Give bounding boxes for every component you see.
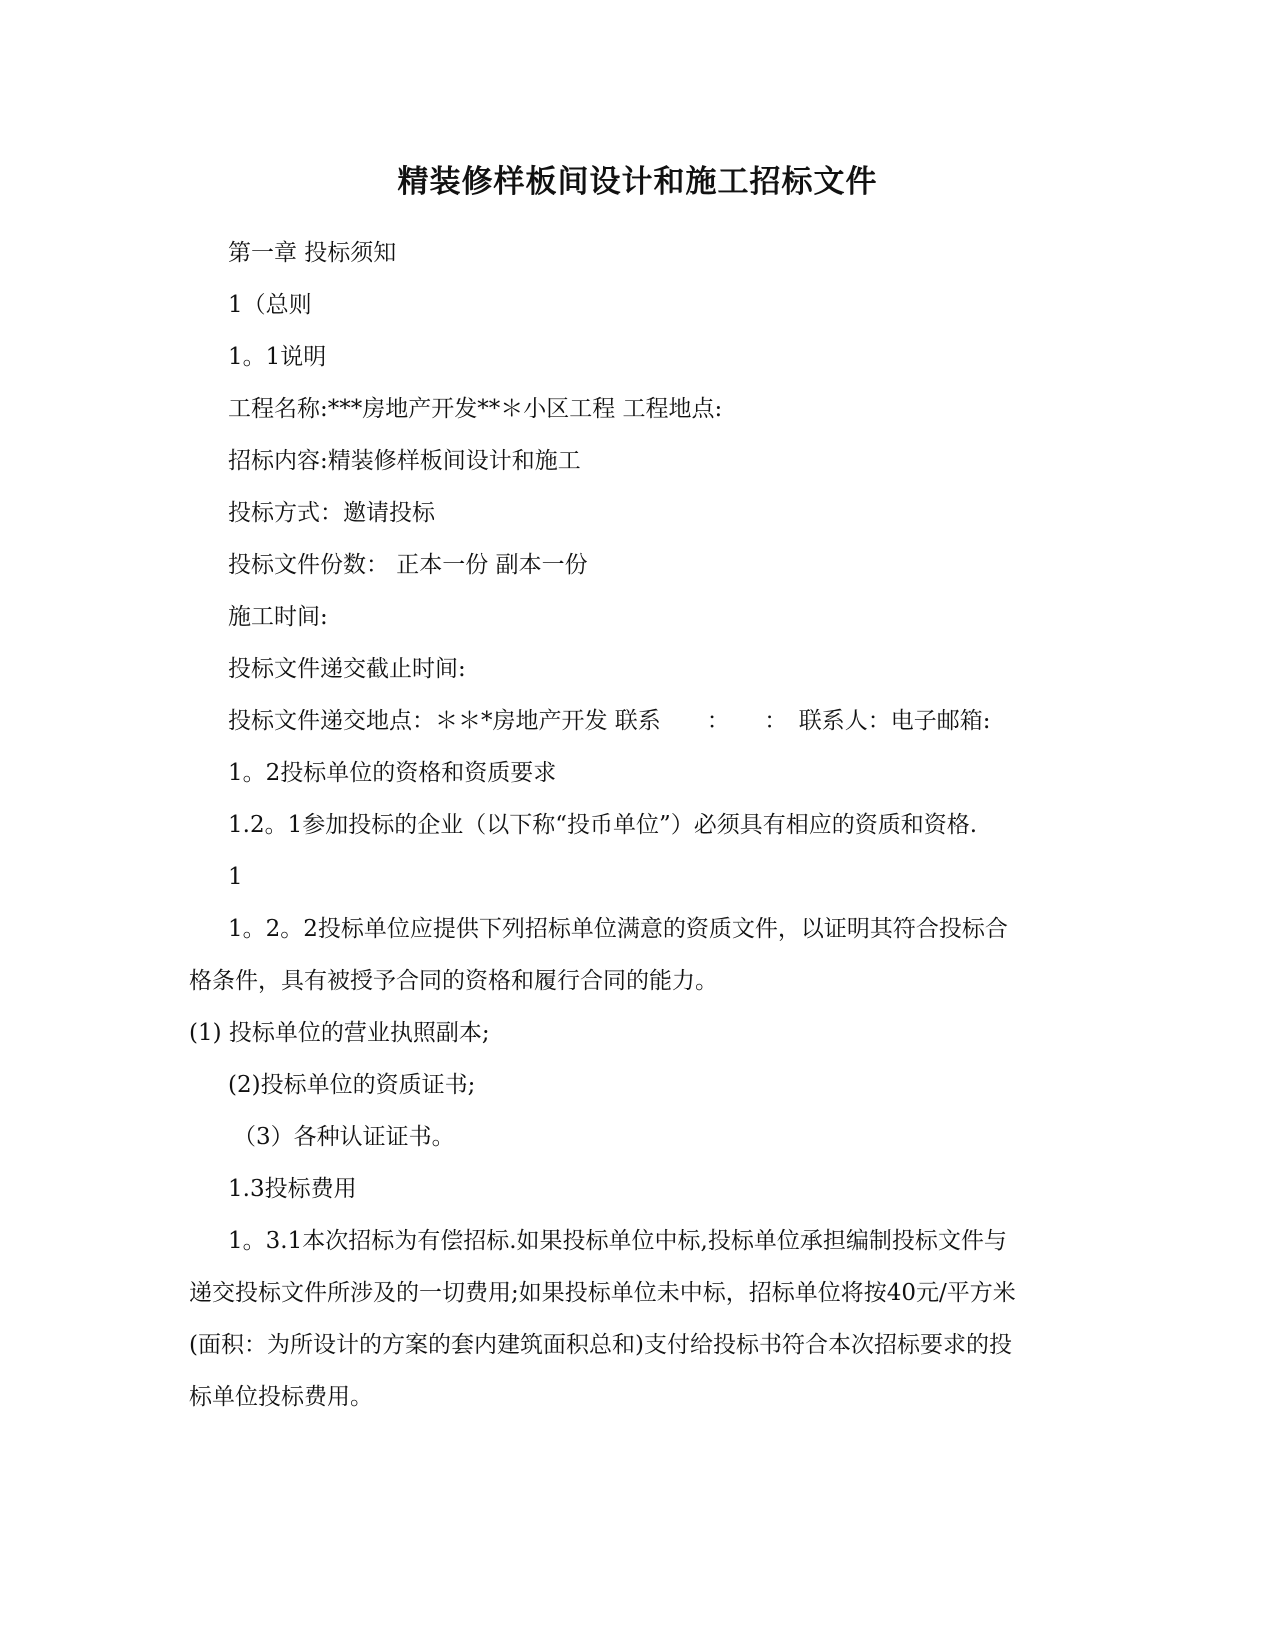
section-heading-general: 1（总则	[228, 292, 312, 318]
project-name-line: 工程名称:***房地产开发**＊小区工程 工程地点:	[228, 396, 723, 422]
chapter-heading: 第一章 投标须知	[228, 240, 397, 266]
stray-number-line: 1	[228, 864, 243, 890]
clause-1-2-2-line-2: 格条件，具有被授予合同的资格和履行合同的能力。	[189, 968, 718, 994]
clause-1-2-1: 1.2。1参加投标的企业（以下称“投币单位”）必须具有相应的资质和资格.	[228, 812, 978, 838]
clause-1-3-1-line-4: 标单位投标费用。	[189, 1384, 373, 1410]
subsection-heading-description: 1。1说明	[228, 344, 327, 370]
construction-time-line: 施工时间:	[228, 604, 328, 630]
requirement-item-2: (2)投标单位的资质证书;	[228, 1072, 476, 1098]
bid-copies-line: 投标文件份数： 正本一份 副本一份	[228, 552, 588, 578]
requirement-item-3: （3）各种认证证书。	[233, 1124, 455, 1150]
document-title: 精装修样板间设计和施工招标文件	[397, 164, 878, 200]
subsection-heading-bid-cost: 1.3投标费用	[228, 1176, 357, 1202]
requirement-item-1: (1) 投标单位的营业执照副本;	[189, 1020, 490, 1046]
clause-1-2-2-line-1: 1。2。2投标单位应提供下列招标单位满意的资质文件，以证明其符合投标合	[228, 916, 1008, 942]
bidding-method-line: 投标方式：邀请投标	[228, 500, 435, 526]
submission-deadline-line: 投标文件递交截止时间:	[228, 656, 466, 682]
submission-location-line: 投标文件递交地点：＊＊*房地产开发 联系 ： ： 联系人：电子邮箱:	[228, 708, 991, 734]
tender-content-line: 招标内容:精装修样板间设计和施工	[228, 448, 581, 474]
subsection-heading-qualification: 1。2投标单位的资格和资质要求	[228, 760, 557, 786]
clause-1-3-1-line-2: 递交投标文件所涉及的一切费用;如果投标单位未中标，招标单位将按40元/平方米	[189, 1280, 1016, 1306]
clause-1-3-1-line-1: 1。3.1本次招标为有偿招标.如果投标单位中标,投标单位承担编制投标文件与	[228, 1228, 1007, 1254]
clause-1-3-1-line-3: (面积：为所设计的方案的套内建筑面积总和)支付给投标书符合本次招标要求的投	[189, 1332, 1012, 1358]
